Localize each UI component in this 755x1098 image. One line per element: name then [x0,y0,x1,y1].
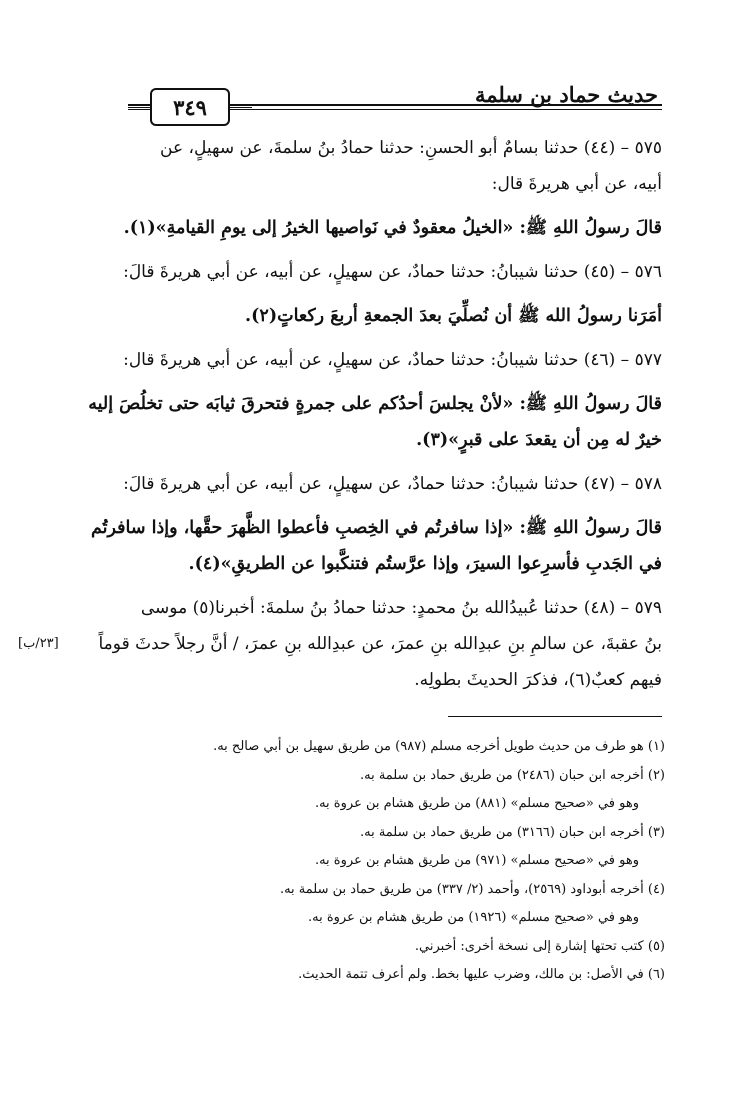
hadith-578-isnad: ٥٧٨ – (٤٧) حدثنا شيبانُ: حدثنا حمادٌ، عن سهيلٍ، عن أبيه، عن أبي هريرةَ قالَ: [123,474,662,494]
hadith-576-isnad: ٥٧٦ – (٤٥) حدثنا شيبانُ: حدثنا حمادٌ، عن سهيلٍ، عن أبيه، عن أبي هريرةَ قالَ: [123,262,662,282]
hadith-576-matn: أمَرَنا رسولُ الله ﷺ أن نُصلِّيَ بعدَ الجمعةِ أربعَ ركعاتٍ(٢). [245,306,662,326]
page-header [128,82,662,128]
footnote-6: (٦) في الأصل: بن مالك، وضرب عليها بخط. ولم أعرف تتمة الحديث. [298,967,665,982]
hadith-577-matn-cont: خيرٌ له مِن أن يقعدَ على قبرٍ»(٣). [416,430,662,450]
footnote-4-cont: وهو في «صحيح مسلم» (١٩٢٦) من طريق هشام بن عروة به. [307,910,639,925]
footnote-5: (٥) كتب تحتها إشارة إلى نسخة أخرى: أخبرني. [414,938,665,954]
footnote-4: (٤) أخرجه أبوداود (٢٥٦٩)، وأحمد (٢/ ٣٣٧) من طريق حماد بن سلمة به. [279,881,665,897]
page-number: ٣٤٩ [150,88,230,126]
hadith-579-matn: فيهم كعبٌ(٦)، فذكرَ الحديثَ بطولِه. [414,670,662,690]
hadith-578-matn: قالَ رسولُ اللهِ ﷺ: «إذا سافرتُم في الخِصبِ فأعطوا الظَّهرَ حقَّها، وإذا سافرتُم [90,518,662,538]
hadith-579-isnad-cont: بنُ عقبةَ، عن سالمِ بنِ عبدِالله بنِ عمرَ، عن عبدِالله بنِ عمرَ، / أنَّ رجلاً حدثَ قوماً [98,634,662,654]
hadith-577-isnad: ٥٧٧ – (٤٦) حدثنا شيبانُ: حدثنا حمادٌ، عن سهيلٍ، عن أبيه، عن أبي هريرةَ قال: [123,350,662,370]
hadith-577-matn: قالَ رسولُ اللهِ ﷺ: «لأنْ يجلسَ أحدُكم على جمرةٍ فتحرقَ ثيابَه حتى تخلُصَ إليه [88,394,662,414]
hadith-579-isnad: ٥٧٩ – (٤٨) حدثنا عُبيدُالله بنُ محمدٍ: حدثنا حمادُ بنُ سلمةَ: أخبرنا(٥) موسى [140,598,662,618]
hadith-575-matn: قالَ رسولُ اللهِ ﷺ: «الخيلُ معقودٌ في نَواصيها الخيرُ إلى يومِ القيامةِ»(١). [123,218,662,238]
footnote-separator [448,716,662,717]
hadith-575-isnad-cont: أبيه، عن أبي هريرةَ قال: [491,174,662,194]
footnote-3: (٣) أخرجه ابن حبان (٣١٦٦) من طريق حماد بن سلمة به. [359,824,665,840]
manuscript-folio-note: [٢٣/ب] [18,636,59,651]
footnote-2-cont: وهو في «صحيح مسلم» (٨٨١) من طريق هشام بن عروة به. [314,796,639,811]
running-title: حديث حماد بن سلمة [474,82,658,107]
footnote-3-cont: وهو في «صحيح مسلم» (٩٧١) من طريق هشام بن عروة به. [314,853,639,868]
footnote-2: (٢) أخرجه ابن حبان (٢٤٨٦) من طريق حماد بن سلمة به. [359,767,665,783]
hadith-575-isnad: ٥٧٥ – (٤٤) حدثنا بسامٌ أبو الحسنِ: حدثنا حمادُ بنُ سلمةَ، عن سهيلٍ، عن [160,138,662,158]
hadith-578-matn-cont: في الجَدبِ فأسرِعوا السيرَ، وإذا عرَّستُم فتنكَّبوا عن الطريقِ»(٤). [188,554,662,574]
footnotes [150,733,665,990]
main-text [88,130,662,698]
footnote-1: (١) هو طرف من حديث طويل أخرجه مسلم (٩٨٧) من طريق سهيل بن أبي صالح به. [213,739,665,754]
